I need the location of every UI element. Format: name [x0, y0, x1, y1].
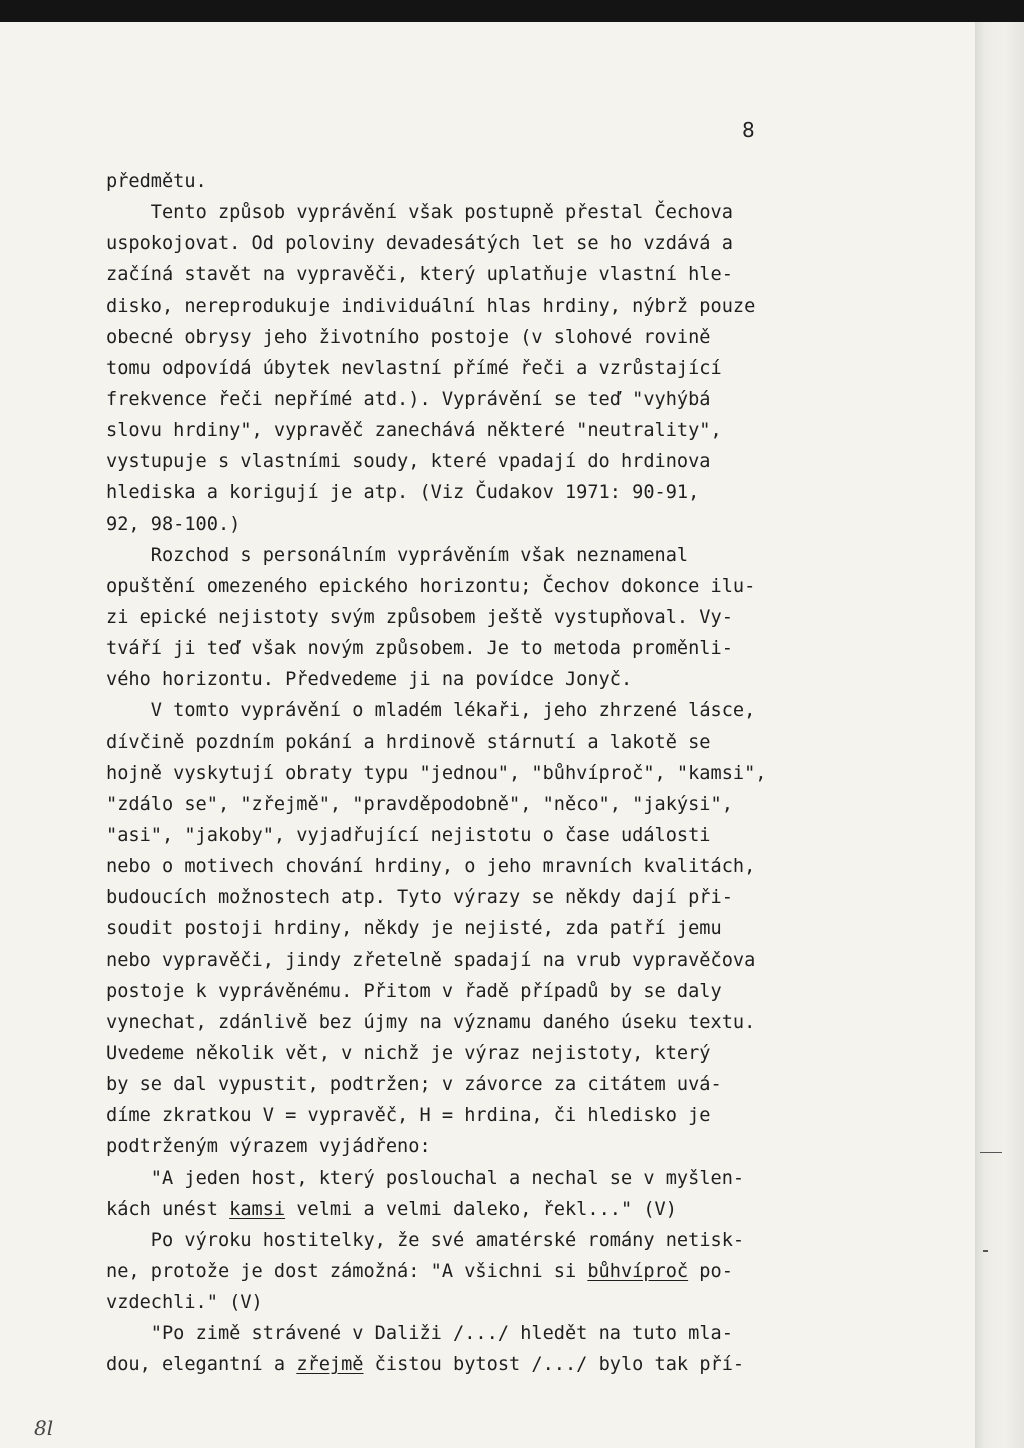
text-line [106, 633, 866, 664]
text-run: hlediska a korigují je atp. (Viz Čudakov 1971: 90-91, [106, 482, 700, 504]
text-run: ne, protože je dost zámožná: "A všichni si [106, 1260, 588, 1282]
edge-mark [983, 1250, 988, 1252]
text-line [106, 851, 866, 882]
text-line [106, 1163, 866, 1194]
text-run: vzdechli." (V) [106, 1292, 263, 1314]
text-run: "zdálo se", "zřejmě", "pravděpodobně", "něco", "jakýsi", [106, 793, 733, 815]
text-line [106, 1038, 866, 1069]
underlined-word: bůhvíproč [587, 1260, 689, 1282]
text-line [106, 1287, 866, 1318]
text-run: zi epické nejistoty svým způsobem ještě vystupňoval. Vy- [106, 606, 733, 628]
text-line [106, 477, 866, 508]
text-line [106, 882, 866, 913]
text-line [106, 540, 866, 571]
text-run: hojně vyskytují obraty typu "jednou", "bůhvíproč", "kamsi", [106, 762, 767, 784]
text-run: uspokojovat. Od poloviny devadesátých let se ho vzdává a [106, 233, 733, 255]
text-run: vynechat, zdánlivě bez újmy na významu daného úseku textu. [106, 1011, 756, 1033]
text-line [106, 291, 866, 322]
text-run: tomu odpovídá úbytek nevlastní přímé řeči a vzrůstající [106, 357, 722, 379]
text-run: obecné obrysy jeho životního postoje (v slohové rovině [106, 326, 711, 348]
text-run: začíná stavět na vypravěči, který uplatňuje vlastní hle- [106, 264, 733, 286]
text-line [106, 913, 866, 944]
text-line [106, 197, 866, 228]
text-run: velmi a velmi daleko, řekl..." (V) [285, 1198, 677, 1220]
text-line [106, 664, 866, 695]
scan-top-border [0, 0, 1024, 22]
document-body [106, 166, 866, 1380]
text-run: předmětu. [106, 171, 207, 192]
text-run: slovu hrdiny", vypravěč zanechává některé "neutrality", [106, 420, 722, 442]
text-line [106, 1007, 866, 1038]
text-run: po- [688, 1260, 733, 1282]
text-line [106, 228, 866, 259]
text-line [106, 1225, 866, 1256]
text-line [106, 1069, 866, 1100]
text-line [106, 1256, 866, 1287]
text-line [106, 353, 866, 384]
text-run: 92, 98-100.) [106, 513, 241, 535]
text-run: Tento způsob vyprávění však postupně přestal Čechova [150, 202, 733, 224]
text-run: čistou bytost /.../ bylo tak pří- [363, 1354, 745, 1376]
text-run: dou, elegantní a [106, 1354, 297, 1376]
text-run: tváří ji teď však novým způsobem. Je to metoda proměnli- [106, 638, 733, 660]
scan-right-edge [975, 22, 1024, 1448]
text-run: opuštění omezeného epického horizontu; Čechov dokonce ilu- [106, 575, 756, 597]
text-line [106, 1349, 866, 1380]
text-run: Po výroku hostitelky, že své amatérské romány netisk- [150, 1229, 745, 1251]
handwritten-corner-note: 8l [34, 1416, 54, 1440]
underlined-word: zřejmě [296, 1354, 364, 1376]
text-line [106, 1194, 866, 1225]
text-run: by se dal vypustit, podtržen; v závorce za citátem uvá- [106, 1074, 722, 1096]
text-run: vystupuje s vlastními soudy, které vpadají do hrdinova [106, 451, 711, 473]
text-line [106, 571, 866, 602]
text-run: frekvence řeči nepřímé atd.). Vyprávění se teď "vyhýbá [106, 388, 711, 410]
text-line [106, 758, 866, 789]
text-line [106, 727, 866, 758]
text-run: Rozchod s personálním vyprávěním však neznamenal [150, 544, 689, 566]
text-line [106, 976, 866, 1007]
text-line [106, 446, 866, 477]
text-run: "A jeden host, který poslouchal a nechal se v myšlen- [150, 1167, 745, 1189]
text-line [106, 322, 866, 353]
text-line [106, 1100, 866, 1131]
text-run: V tomto vyprávění o mladém lékaři, jeho zhrzené lásce, [150, 700, 756, 722]
page-number: 8 [742, 118, 755, 142]
edge-mark [980, 1152, 1002, 1153]
text-line [106, 695, 866, 726]
text-line [106, 789, 866, 820]
text-run: soudit postoji hrdiny, někdy je nejisté, zda patří jemu [106, 918, 722, 940]
text-line [106, 602, 866, 633]
text-line [106, 384, 866, 415]
text-line [106, 820, 866, 851]
text-run: Uvedeme několik vět, v nichž je výraz nejistoty, který [106, 1042, 711, 1064]
text-run: vého horizontu. Předvedeme ji na povídce Jonyč. [106, 669, 633, 691]
text-run: "Po zimě strávené v Dalіži /.../ hledět na tuto mla- [150, 1323, 733, 1345]
text-run: nebo o motivech chování hrdiny, o jeho mravních kvalitách, [106, 856, 756, 878]
text-line [106, 509, 866, 540]
text-line [106, 1318, 866, 1349]
text-run: kách unést [106, 1198, 230, 1220]
text-line [106, 259, 866, 290]
text-run: budoucích možnostech atp. Tyto výrazy se někdy dají při- [106, 887, 733, 909]
text-run: díme zkratkou V = vypravěč, H = hrdina, či hledisko je [106, 1105, 711, 1127]
underlined-word: kamsi [229, 1198, 286, 1220]
text-line [106, 166, 866, 197]
text-line [106, 415, 866, 446]
text-run: postoje k vyprávěnému. Přitom v řadě případů by se daly [106, 980, 722, 1002]
text-run: "asi", "jakoby", vyjadřující nejistotu o čase události [106, 824, 711, 846]
text-run: nebo vypravěči, jindy zřetelně spadají na vrub vypravěčova [106, 949, 756, 971]
text-run: podtrženým výrazem vyjádřeno: [106, 1136, 431, 1158]
text-run: dívčině pozdním pokání a hrdinově stárnutí a lakotě se [106, 731, 711, 753]
text-line [106, 945, 866, 976]
text-line [106, 1131, 866, 1162]
text-run: disko, nereprodukuje individuální hlas hrdiny, nýbrž pouze [106, 295, 756, 317]
